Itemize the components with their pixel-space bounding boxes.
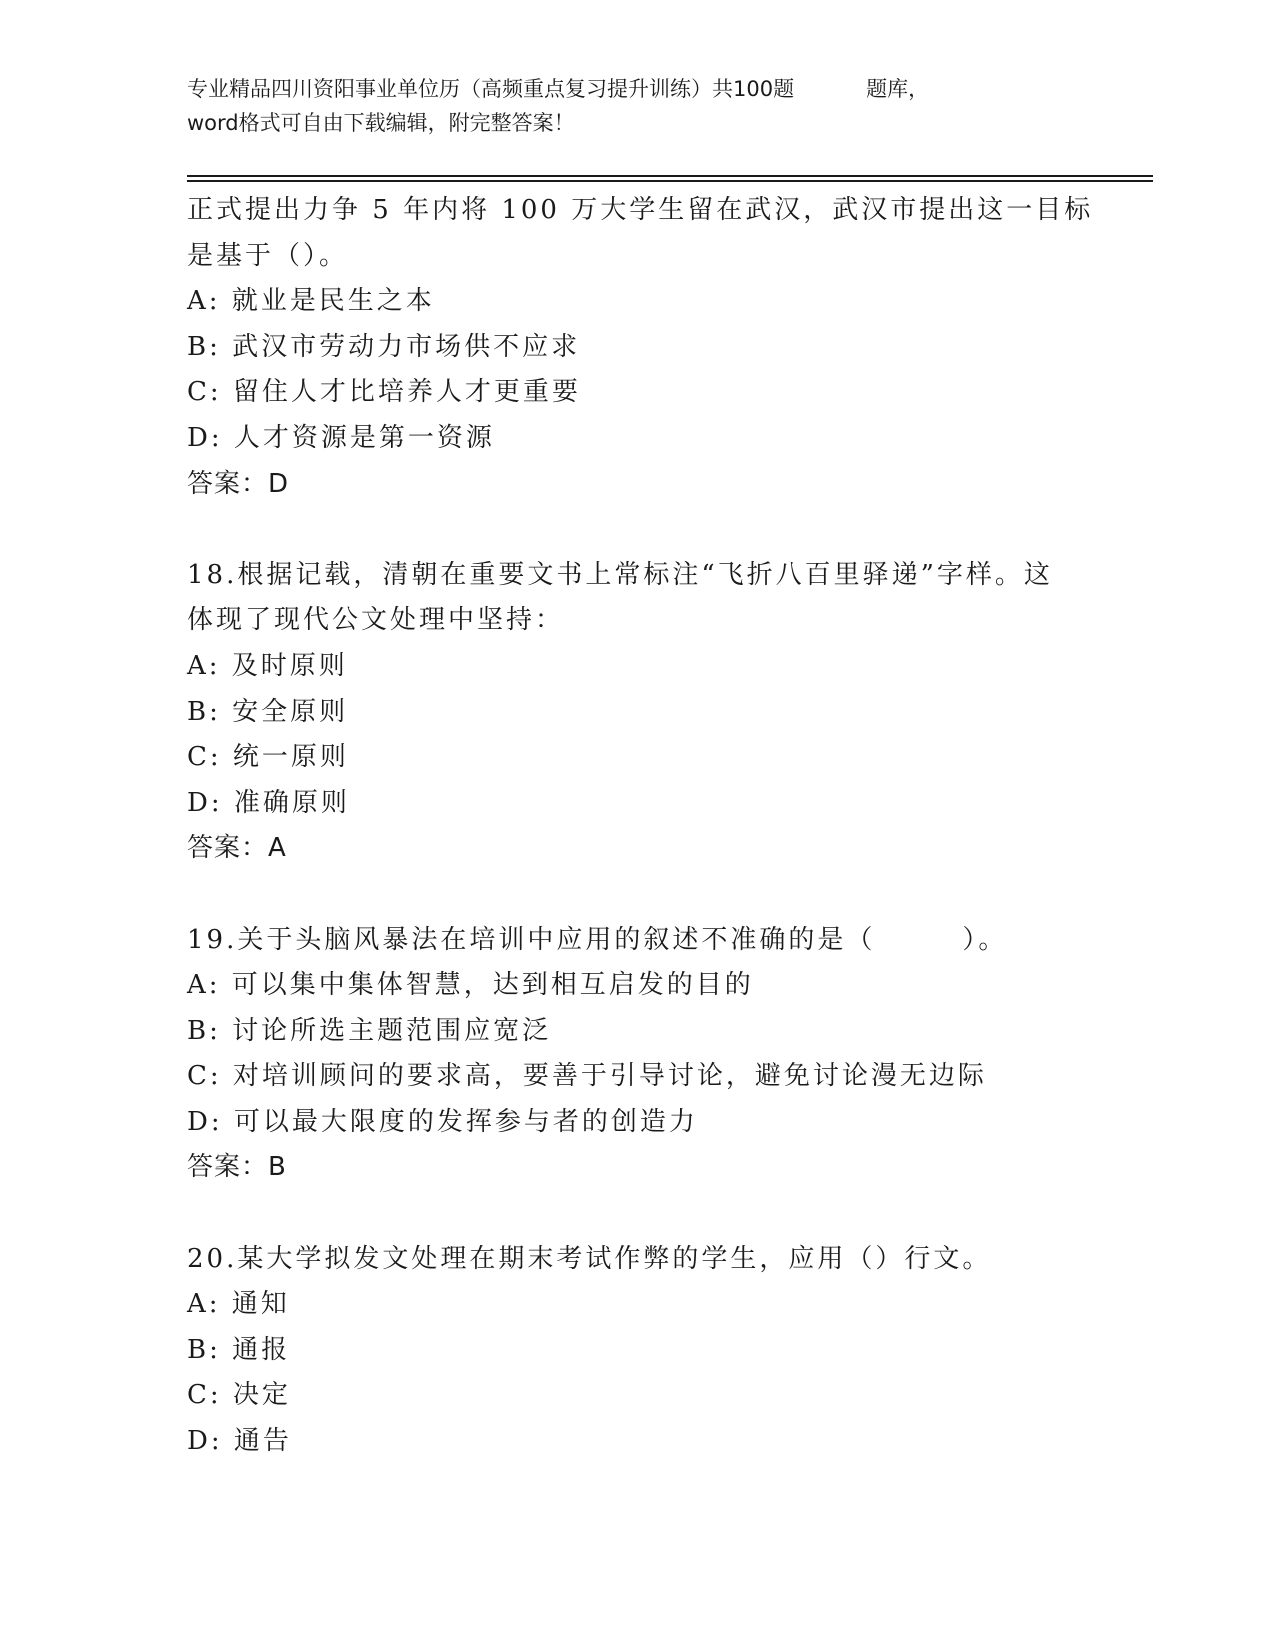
option-d: D: 准确原则: [187, 787, 350, 818]
answer: 答案：B: [187, 1152, 287, 1183]
question-stem: 18.根据记载，清朝在重要文书上常标注“飞折八百里驿递”字样。这: [187, 559, 1053, 590]
question-list: [187, 188, 1094, 1465]
option-a: A: 通知: [187, 1289, 290, 1320]
question-stem: 正式提出力争 5 年内将 100 万大学生留在武汉，武汉市提出这一目标: [187, 195, 1094, 225]
question-stem: 体现了现代公文处理中坚持：: [187, 605, 565, 636]
question-20: [187, 1237, 1087, 1465]
answer: 答案：A: [187, 833, 287, 864]
option-a: A: 可以集中集体智慧，达到相互启发的目的: [187, 970, 754, 1001]
question-18: [187, 553, 1087, 872]
header-title: 专业精品四川资阳事业单位历（高频重点复习提升训练）共100题: [187, 77, 795, 101]
question-stem: 19.关于头脑风暴法在培训中应用的叙述不准确的是（ ）。: [187, 924, 1008, 955]
option-b: B: 武汉市劳动力市场供不应求: [187, 331, 581, 362]
option-c: C: 决定: [187, 1380, 291, 1411]
option-a: A: 就业是民生之本: [187, 286, 435, 317]
question-17: [187, 188, 1094, 507]
option-d: D: 可以最大限度的发挥参与者的创造力: [187, 1106, 698, 1137]
header-line-1: [187, 72, 1067, 106]
option-b: B: 讨论所选主题范围应宽泛: [187, 1015, 552, 1046]
option-a: A: 及时原则: [187, 650, 348, 681]
option-b: B: 通报: [187, 1334, 291, 1365]
question-stem: 是基于（）。: [187, 240, 349, 271]
header-divider-top: [187, 175, 1153, 177]
option-d: D: 人才资源是第一资源: [187, 422, 495, 453]
question-stem: 20.某大学拟发文处理在期末考试作弊的学生，应用（）行文。: [187, 1243, 992, 1274]
option-c: C: 留住人才比培养人才更重要: [187, 377, 581, 408]
option-c: C: 对培训顾问的要求高，要善于引导讨论，避免讨论漫无边际: [187, 1061, 987, 1092]
header-title-suffix: 题库，: [866, 77, 930, 101]
option-c: C: 统一原则: [187, 742, 349, 773]
option-b: B: 安全原则: [187, 696, 349, 727]
header-divider-bottom: [187, 180, 1153, 182]
answer: 答案：D: [187, 468, 290, 499]
option-d: D: 通告: [187, 1426, 292, 1457]
document-header: [187, 72, 1067, 140]
question-19: [187, 918, 1087, 1192]
header-line-2: word格式可自由下载编辑，附完整答案！: [187, 111, 575, 135]
